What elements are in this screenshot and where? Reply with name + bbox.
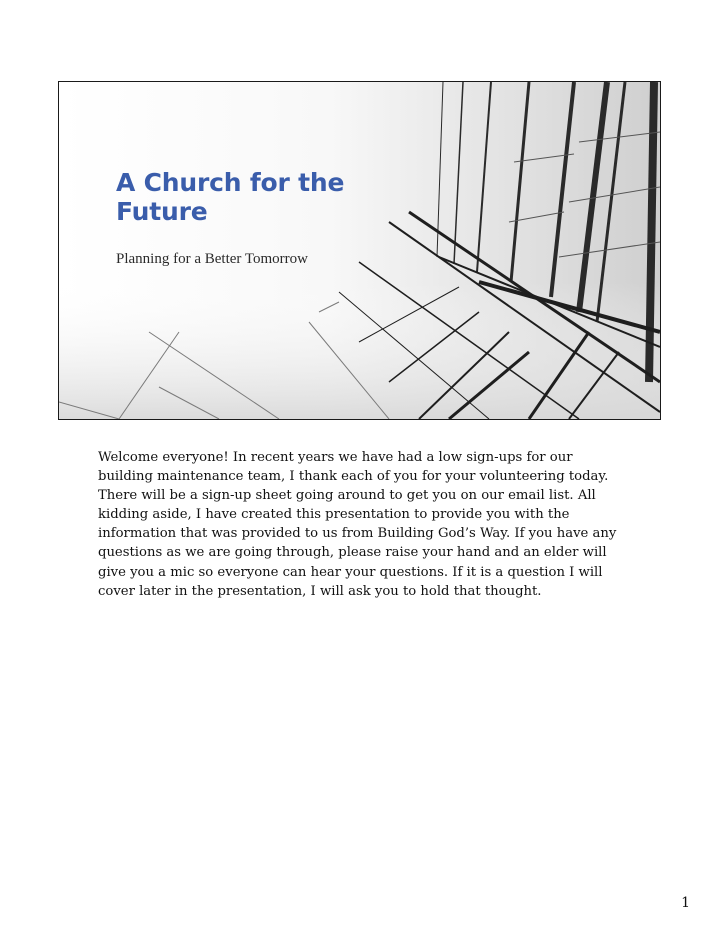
slide-subtitle: Planning for a Better Tomorrow — [116, 251, 308, 267]
slide-thumbnail — [58, 81, 661, 420]
speaker-notes: Welcome everyone! In recent years we have had a low sign-ups for our building maintenance team, I thank each of you for your volunteering today. There will be a sign-up sheet going around to get you on our email list. All kidding aside, I have created this presentation to provide you with the information that was provided to us from Building God’s Way. If you have any questions as we are going through, please raise your hand and an elder will give you a mic so everyone can hear your questions. If it is a question I will cover later in the presentation, I will ask you to hold that thought. — [98, 450, 617, 599]
page-number: 1 — [681, 895, 690, 911]
slide-title: A Church for the Future — [116, 168, 345, 226]
